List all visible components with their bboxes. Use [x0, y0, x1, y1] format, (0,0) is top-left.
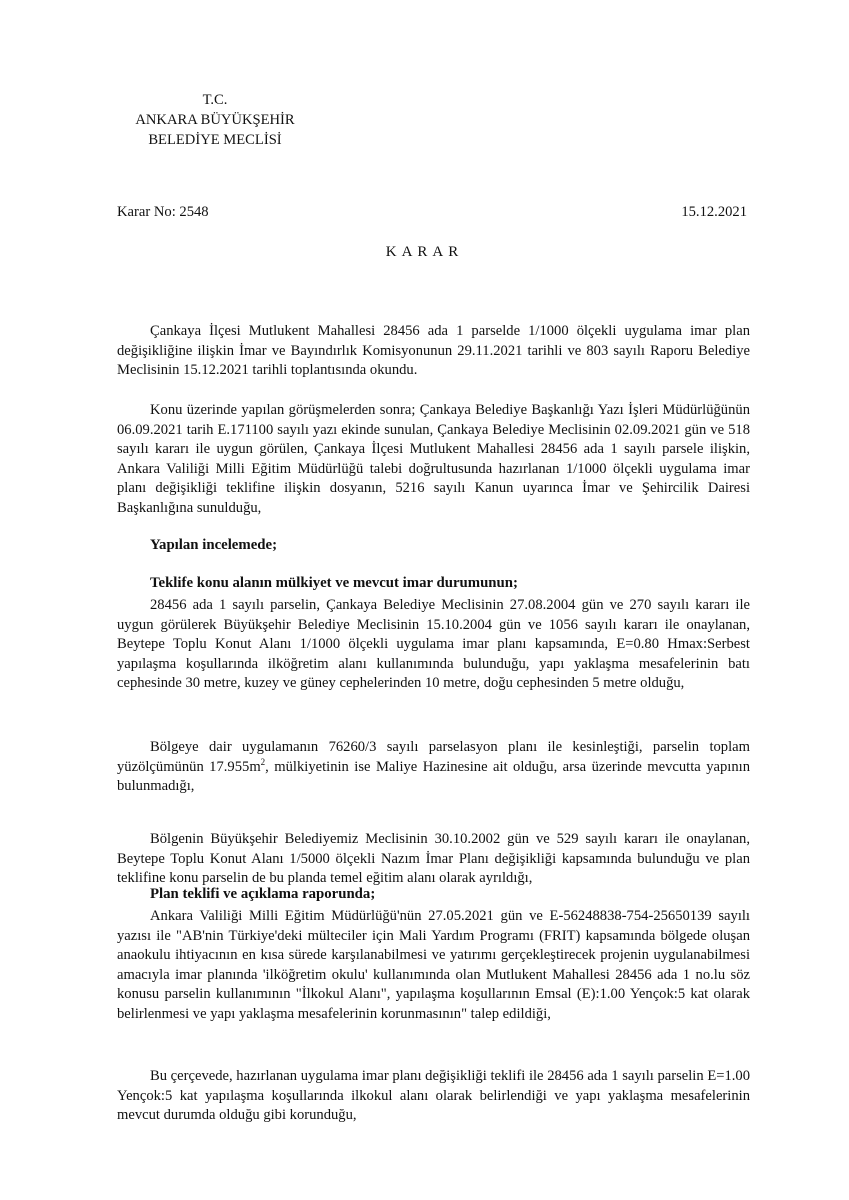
superscript-2: 2 [260, 756, 266, 767]
decision-number: Karar No: 2548 [117, 204, 209, 220]
header-country: T.C. [202, 92, 228, 108]
paragraph-1: Çankaya İlçesi Mutlukent Mahallesi 28456 ada 1 parselde 1/1000 ölçekli uygulama imar plan değişikliğine ilişkin İmar ve Bayındırlık Komisyonunun 29.11.2021 tarihli ve 803 sayılı Raporu Belediye Meclisinin 15.12.2021 tarihli toplantısında okundu. [117, 323, 750, 379]
paragraph-2: Konu üzerinde yapılan görüşmelerden sonra; Çankaya Belediye Başkanlığı Yazı İşleri Müdürlüğünün 06.09.2021 tarih E.171100 sayılı yazı ekinde sunulan, Çankaya Belediye Meclisinin 02.09.2021 gün ve 518 sayılı kararı ile uygun görülen, Çankaya İlçesi Mutlukent Mahallesi 28456 ada 1 sayılı parsele ilişkin, Ankara Valiliği Milli Eğitim Müdürlüğü talebi doğrultusunda hazırlanan 1/1000 ölçekli uygulama imar planı değişikliği teklifine ilişkin dosyanın, 5216 sayılı Kanun uyarınca İmar ve Şehircilik Dairesi Başkanlığına sunulduğu, [117, 402, 750, 516]
heading-plan-report: Plan teklifi ve açıklama raporunda; [150, 886, 376, 902]
paragraph-5: Bölgenin Büyükşehir Belediyemiz Meclisinin 30.10.2002 gün ve 529 sayılı kararı ile onaylanan, Beytepe Toplu Konut Alanı 1/5000 ölçekli Nazım İmar Planı değişikliği kapsamında bulunduğu ve plan teklifine konu parselin de bu planda temel eğitim alanı olarak ayrıldığı, [117, 831, 750, 887]
decision-date: 15.12.2021 [681, 204, 747, 220]
heading-inspection: Yapılan incelemede; [150, 537, 277, 553]
paragraph-4: Bölgeye dair uygulamanın 76260/3 sayılı parselasyon planı ile kesinleştiği, parselin toplam yüzölçümünün $17.955m^2$, mülkiyetinin ise Maliye Hazinesine ait olduğu, arsa üzerinde mevcutta yapının bulunmadığı, [117, 739, 750, 795]
heading-ownership: Teklife konu alanın mülkiyet ve mevcut imar durumunun; [150, 575, 518, 591]
header-municipality: ANKARA BÜYÜKŞEHİR [135, 112, 295, 128]
document-title: KARAR [385, 244, 464, 260]
paragraph-3: 28456 ada 1 sayılı parselin, Çankaya Belediye Meclisinin 27.08.2004 gün ve 270 sayılı kararı ile uygun görülerek Büyükşehir Belediye Meclisinin 15.10.2004 gün ve 1056 sayılı kararı ile onaylanan, Beytepe Toplu Konut Alanı 1/1000 ölçekli uygulama imar planı kapsamında, E=0.80 Hmax:Serbest yapılaşma koşullarında ilköğretim alanı kullanımında bulunduğu, yapı yaklaşma mesafelerinin batı cephesinde 30 metre, kuzey ve güney cephelerinden 10 metre, doğu cephesinden 5 metre olduğu, [117, 597, 750, 692]
institution-header [110, 90, 320, 150]
paragraph-7: Bu çerçevede, hazırlanan uygulama imar planı değişikliği teklifi ile 28456 ada 1 sayılı parselin E=1.00 Yençok:5 kat yapılaşma koşullarında ilkokul alanı olarak belirlendiği ve yapı yaklaşma mesafelerinin mevcut durumda olduğu gibi korunduğu, [117, 1068, 750, 1124]
paragraph-6: Ankara Valiliği Milli Eğitim Müdürlüğü'nün 27.05.2021 gün ve E-56248838-754-25650139 sayılı yazısı ile "AB'nin Türkiye'deki mülteciler için Mali Yardım Programı (FRIT) kapsamında bölgede oluşan anaokulu ihtiyacının en kısa sürede karşılanabilmesi ve yatırımı gerçekleştirecek projenin uygulanabilmesi amacıyla imar planında 'ilköğretim okulu' kullanımında olan Mutlukent Mahallesi 28456 ada 1 no.lu söz konusu parselin kullanımının "İlkokul Alanı", yapılaşma koşullarının Emsal (E):1.00 Yençok:5 kat olarak belirlenmesi ve yapı yaklaşma mesafelerinin korunmasının" talep edildiği, [117, 908, 750, 1022]
header-council: BELEDİYE MECLİSİ [148, 132, 282, 148]
